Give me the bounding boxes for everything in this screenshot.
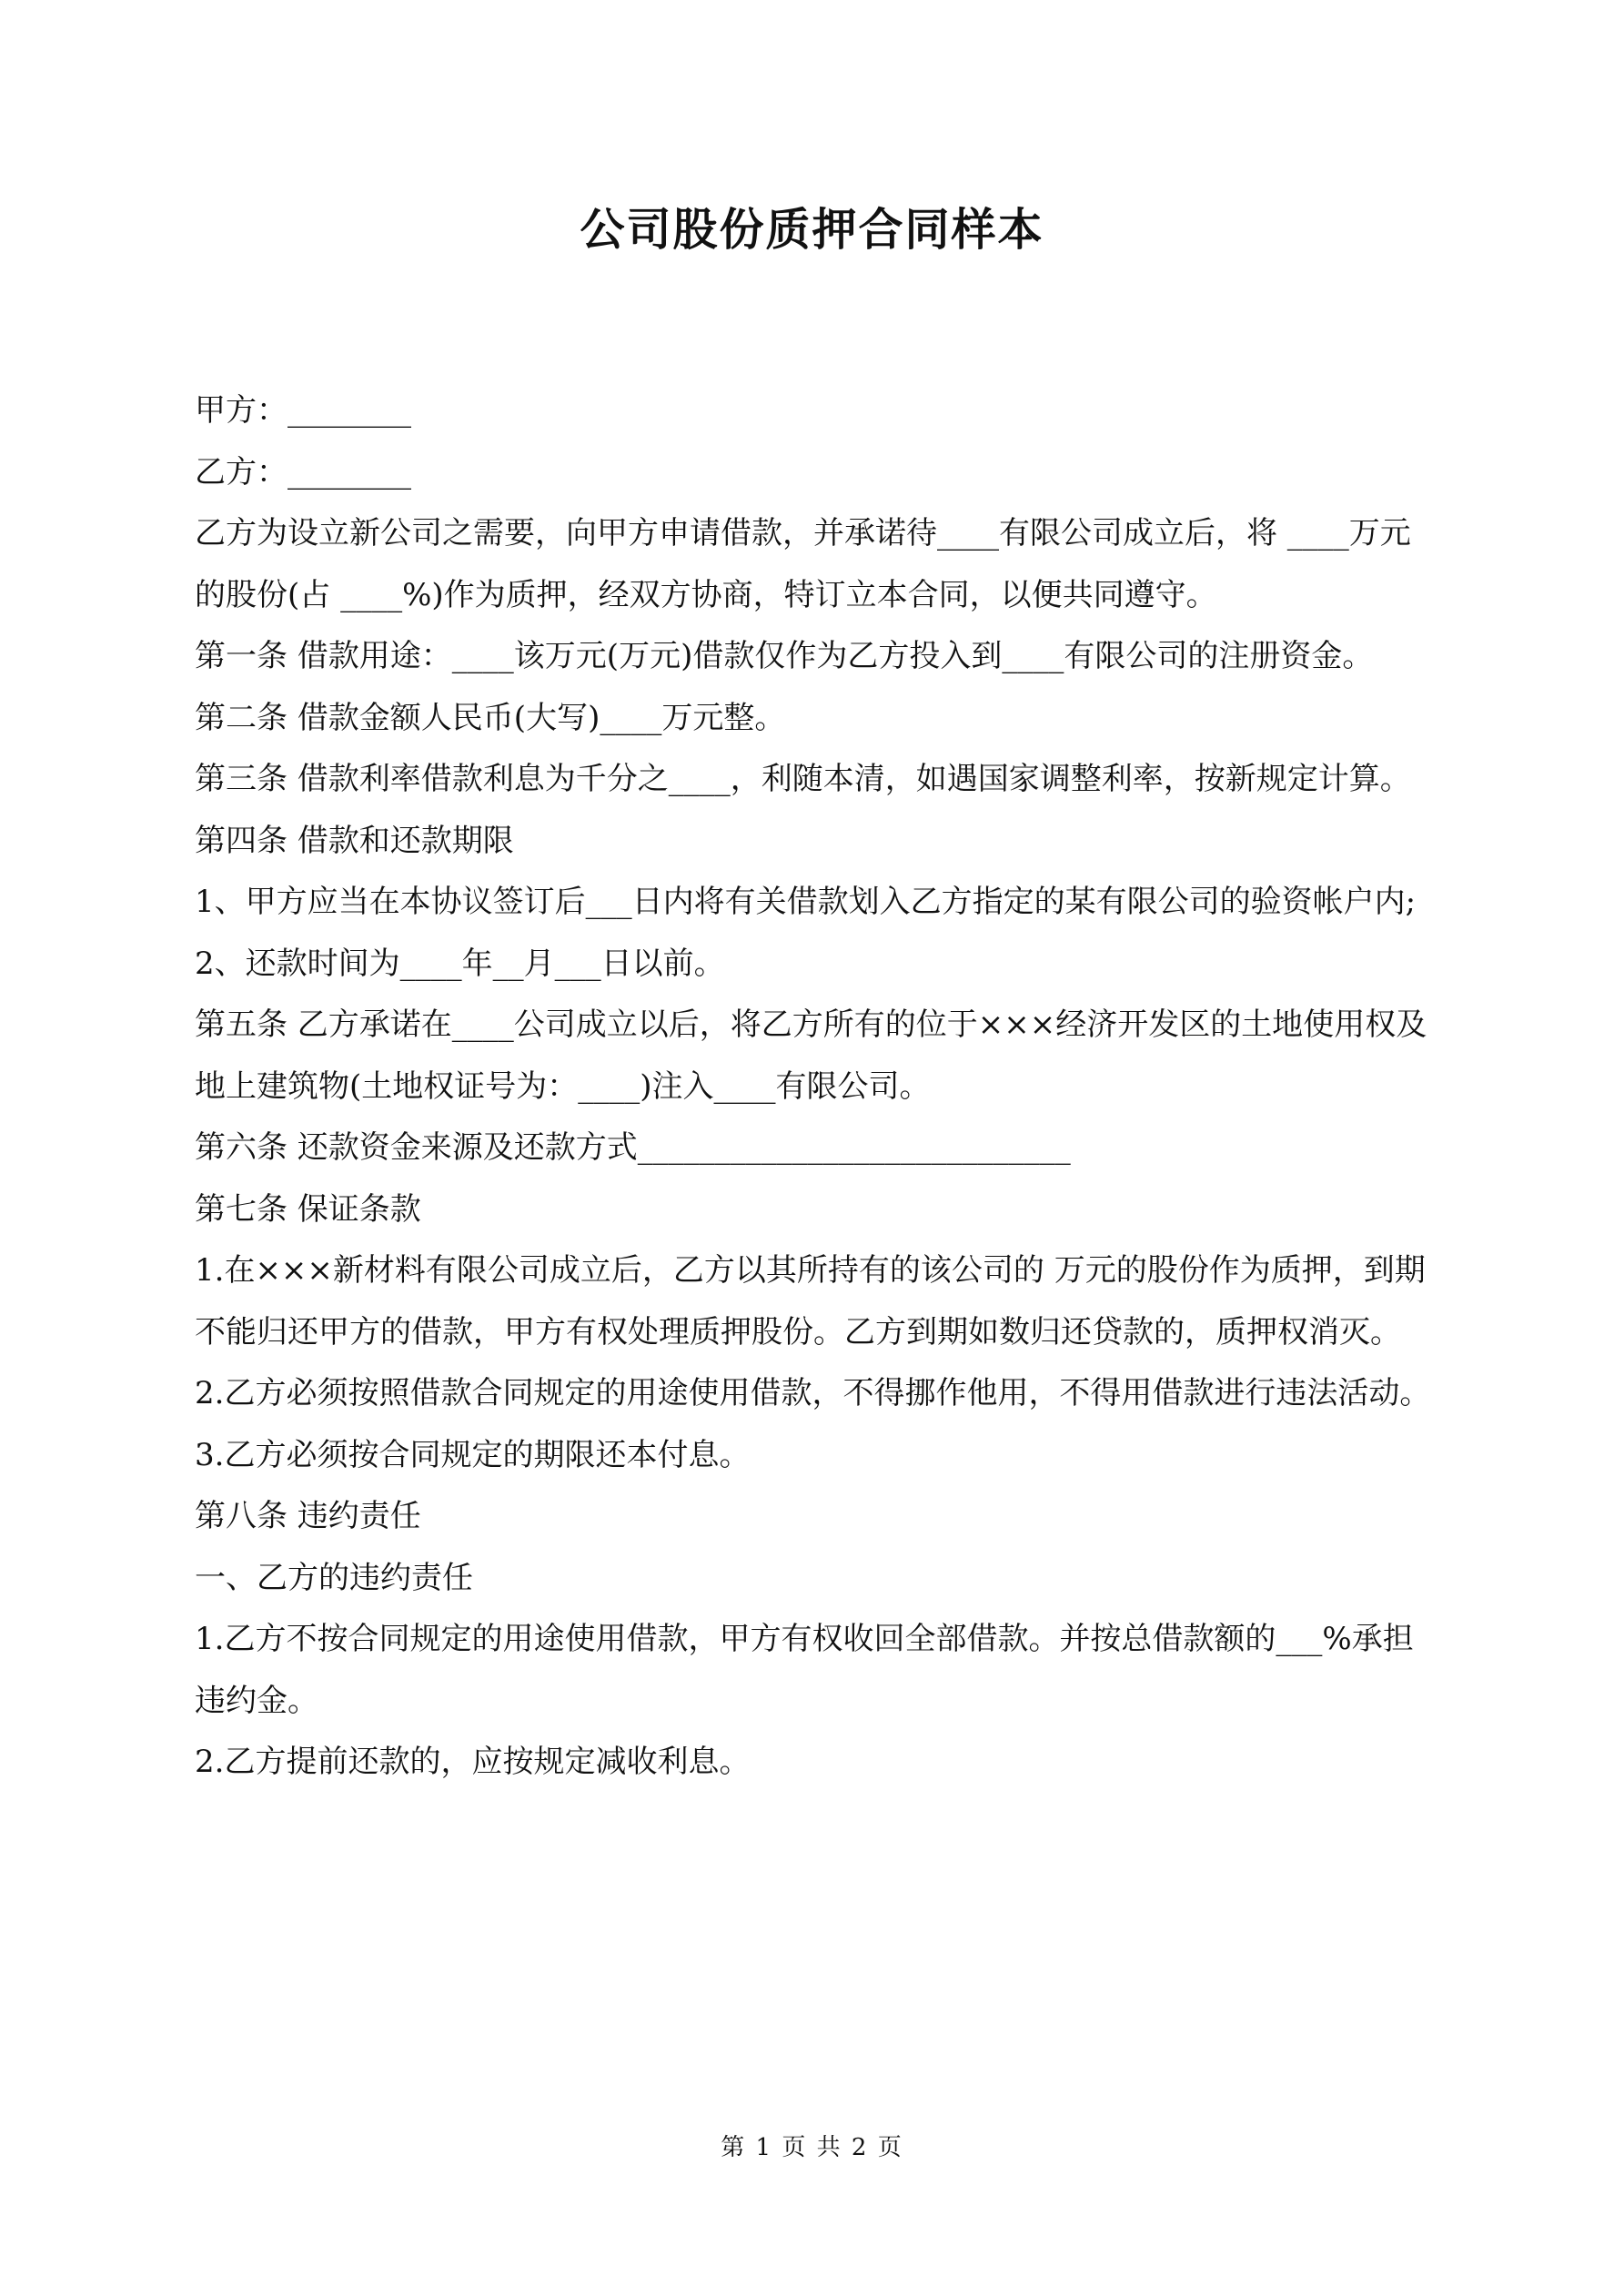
- contract-body: [195, 380, 1441, 1794]
- article-4-heading: 第四条 借款和还款期限: [195, 822, 514, 859]
- preamble-paragraph: 乙方为设立新公司之需要，向甲方申请借款，并承诺待____有限公司成立后，将 ____万元的股份(占 ____%)作为质押，经双方协商，特订立本合同，以便共同遵守。: [195, 515, 1411, 613]
- article-5: 第五条 乙方承诺在____公司成立以后，将乙方所有的位于×××经济开发区的土地使用权及地上建筑物(土地权证号为：____)注入____有限公司。: [195, 1006, 1427, 1105]
- article-4-item-2: 2、还款时间为____年__月___日以前。: [195, 945, 725, 982]
- article-2: 第二条 借款金额人民币(大写)____万元整。: [195, 699, 786, 736]
- article-3: 第三条 借款利率借款利息为千分之____，利随本清，如遇国家调整利率，按新规定计算。: [195, 761, 1411, 797]
- article-4-item-1: 1、甲方应当在本协议签订后___日内将有关借款划入乙方指定的某有限公司的验资帐户内;: [195, 884, 1417, 920]
- party-a-line: 甲方：________: [195, 392, 411, 429]
- article-7-heading: 第七条 保证条款: [195, 1190, 421, 1228]
- article-6: 第六条 还款资金来源及还款方式____________________________: [195, 1129, 1071, 1166]
- article-7-item-1: 1.在×××新材料有限公司成立后，乙方以其所持有的该公司的 万元的股份作为质押，到期不能归还甲方的借款，甲方有权处理质押股份。乙方到期如数归还贷款的，质押权消灭。: [195, 1252, 1426, 1350]
- article-1: 第一条 借款用途：____该万元(万元)借款仅作为乙方投入到____有限公司的注册资金。: [195, 638, 1374, 674]
- article-8-item-2: 2.乙方提前还款的，应按规定减收利息。: [195, 1744, 751, 1780]
- article-8-heading: 第八条 违约责任: [195, 1498, 421, 1534]
- article-7-item-3: 3.乙方必须按合同规定的期限还本付息。: [195, 1436, 751, 1473]
- page-title: 公司股份质押合同样本: [580, 203, 1044, 256]
- page-number-footer: 第 1 页 共 2 页: [721, 2134, 903, 2161]
- article-8-item-1: 1.乙方不按合同规定的用途使用借款，甲方有权收回全部借款。并按总借款额的___%承担违约金。: [195, 1621, 1414, 1719]
- party-b-line: 乙方：________: [195, 453, 411, 491]
- article-7-item-2: 2.乙方必须按照借款合同规定的用途使用借款，不得挪作他用，不得用借款进行违法活动。: [195, 1375, 1431, 1411]
- article-8-subheading: 一、乙方的违约责任: [195, 1559, 473, 1596]
